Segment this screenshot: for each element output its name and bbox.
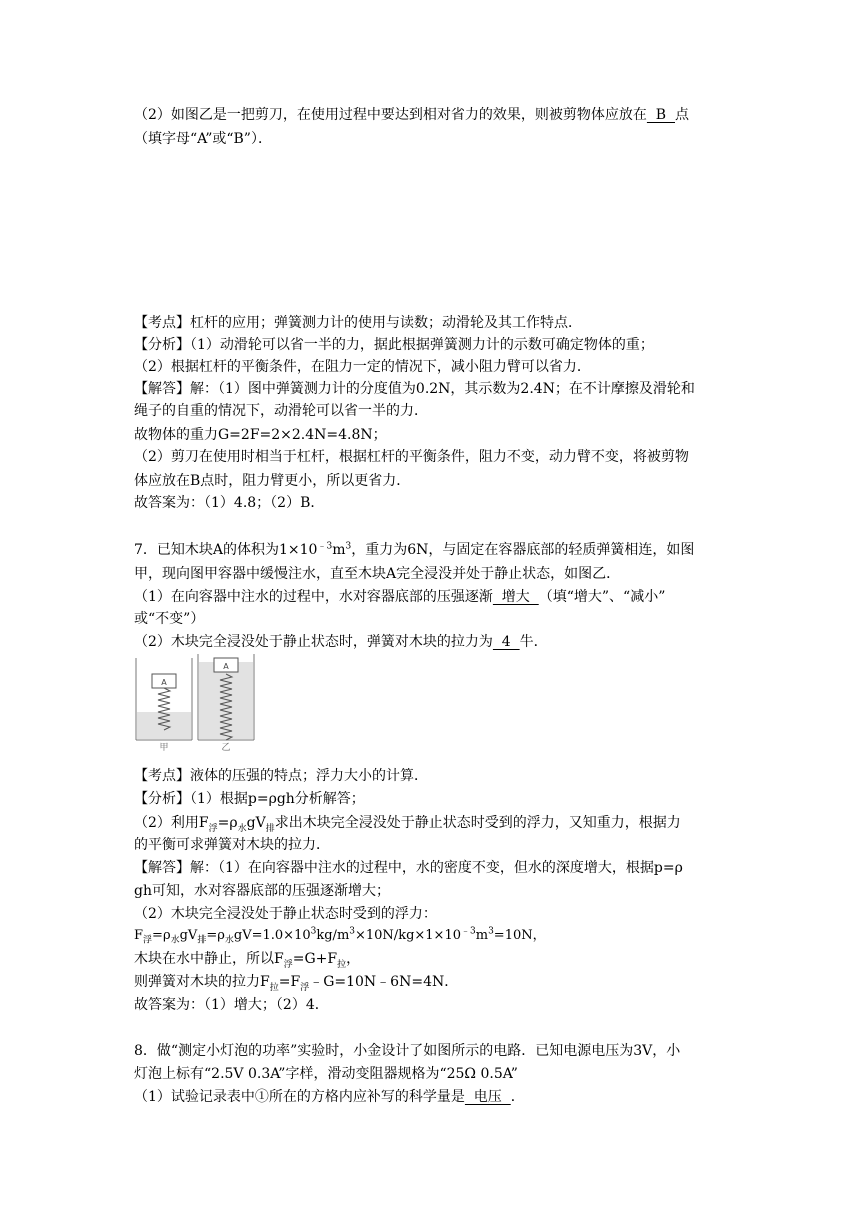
q6-jieda-line5: 体应放在B点时，阻力臂更小，所以更省力． bbox=[134, 473, 411, 489]
q8-part1-answer: 电压 bbox=[464, 1089, 511, 1105]
q8-part1-text: （1）试验记录表中①所在的方格内应补写的科学量是 bbox=[134, 1089, 465, 1105]
formula-sub-shui-2: 水 bbox=[224, 935, 234, 946]
q6-jieda-line2: 绳子的自重的情况下，动滑轮可以省一半的力． bbox=[134, 403, 428, 419]
q7-figure-containers bbox=[134, 652, 256, 752]
q6-part2-answer: B bbox=[646, 107, 675, 123]
fenxi-f: （2）利用F bbox=[134, 815, 209, 831]
formula-sub-shui-1: 水 bbox=[170, 935, 180, 946]
q8-part1-line bbox=[134, 1086, 525, 1108]
q7-fenxi-line1: 【分析】（1）根据p=ρgh分析解答； bbox=[134, 791, 365, 807]
jieda5-text: 木块在水中静止，所以F bbox=[134, 951, 284, 967]
formula-rho-1: =ρ bbox=[152, 928, 171, 943]
formula-gv: gV bbox=[179, 928, 198, 943]
formula-sup-4: 3 bbox=[488, 926, 494, 937]
q6-fenxi-line2: （2）根据杠杆的平衡条件，在阻力一定的情况下，减小阻力臂可以省力． bbox=[134, 359, 591, 375]
q6-answer: 故答案为：（1）4.8；（2）B． bbox=[134, 495, 325, 511]
q6-part2-text: （2）如图乙是一把剪刀，在使用过程中要达到相对省力的效果，则被剪物体应放在 bbox=[134, 107, 647, 123]
formula-density: gV=1.0×10 bbox=[233, 928, 311, 943]
jieda6-text: 则弹簧对木块的拉力F bbox=[134, 974, 270, 990]
q7-part2-answer: 4 bbox=[492, 634, 520, 650]
jieda6-end: ﹣G=10N﹣6N=4N． bbox=[309, 974, 459, 990]
jieda5-eq: =G+F bbox=[292, 951, 338, 967]
formula-sup-1: 3 bbox=[310, 926, 317, 937]
q7-stem-text-2: ，重力为6N，与固定在容器底部的轻质弹簧相连，如图 bbox=[351, 542, 695, 558]
formula-sub-fu: 浮 bbox=[143, 935, 153, 946]
jieda6-sub-fu: 浮 bbox=[300, 982, 310, 993]
q7-part1-line2: 或“不变”） bbox=[134, 611, 205, 627]
jieda5-sub-la: 拉 bbox=[337, 959, 347, 970]
q7-jieda-line6 bbox=[134, 971, 458, 993]
fenxi-rest: 求出木块完全浸没处于静止状态时受到的浮力，又知重力，根据力 bbox=[274, 815, 681, 831]
q7-fenxi-line3: 的平衡可求弹簧对木块的拉力． bbox=[134, 837, 330, 853]
fenxi-sub-fu: 浮 bbox=[208, 823, 218, 834]
q7-jieda-line1: 【解答】解：（1）在向容器中注水的过程中，水的密度不变，但水的深度增大，根据p=ρ bbox=[134, 860, 683, 876]
q7-jieda-line2: gh可知，水对容器底部的压强逐渐增大； bbox=[134, 883, 390, 899]
q7-stem-text: 7．已知木块A的体积为1×10 bbox=[134, 542, 318, 558]
fenxi-gv: gV bbox=[246, 815, 266, 831]
fenxi-sub-pai: 排 bbox=[265, 823, 275, 834]
block-a-label-jia: A bbox=[161, 678, 167, 687]
q6-part2-line1 bbox=[134, 104, 689, 126]
q7-jieda-line3: （2）木块完全浸没处于静止状态时受到的浮力： bbox=[134, 906, 437, 922]
q6-kaodian: 【考点】杠杆的应用；弹簧测力计的使用与读数；动滑轮及其工作特点． bbox=[134, 315, 582, 331]
jieda6-sub-la: 拉 bbox=[269, 982, 279, 993]
q7-part2-text-end: 牛． bbox=[519, 634, 548, 650]
q7-stem-exp: ﹣3 bbox=[317, 541, 333, 552]
figure-label-yi: 乙 bbox=[221, 743, 231, 752]
fenxi-rho: =ρ bbox=[217, 815, 238, 831]
figure-label-jia: 甲 bbox=[159, 743, 169, 752]
q7-part1-text: （1）在向容器中注水的过程中，水对容器底部的压强逐渐 bbox=[134, 589, 493, 605]
formula-unit: kg/m bbox=[316, 928, 350, 943]
q6-part2-line2: （填字母“A”或“B”）． bbox=[134, 131, 272, 147]
q7-jieda-line5 bbox=[134, 948, 360, 970]
jieda5-end: ， bbox=[346, 951, 361, 967]
formula-sup-3: ﹣3 bbox=[461, 926, 476, 937]
q6-jieda-line4: （2）剪刀在使用时相当于杠杆，根据杠杆的平衡条件，阻力不变，动力臂不变，将被剪物 bbox=[134, 449, 689, 465]
block-a-label-yi: A bbox=[223, 662, 229, 671]
q6-part2-text-end: 点 bbox=[675, 107, 689, 123]
q7-formula-line bbox=[134, 925, 546, 947]
formula-sub-pai: 排 bbox=[197, 935, 207, 946]
formula-result: =10N， bbox=[493, 928, 546, 943]
q6-jieda-line1: 【解答】解：（1）图中弹簧测力计的分度值为0.2N，其示数为2.4N；在不计摩擦及滑轮和 bbox=[134, 381, 695, 397]
q7-stem-line1 bbox=[134, 539, 694, 561]
q7-stem-unit-exp: 3 bbox=[345, 541, 352, 552]
q6-fenxi-line1: 【分析】（1）动滑轮可以省一半的力，据此根据弹簧测力计的示数可确定物体的重； bbox=[134, 337, 654, 353]
q7-answer: 故答案为：（1）增大；（2）4． bbox=[134, 997, 329, 1013]
q8-part1-text-end: ． bbox=[510, 1089, 525, 1105]
q7-stem-unit: m bbox=[332, 542, 346, 558]
jieda6-eq: =F bbox=[278, 974, 301, 990]
q7-stem-line2: 甲，现向图甲容器中缓慢注水，直至木块A完全浸没并处于静止状态，如图乙． bbox=[134, 566, 621, 582]
container-jia bbox=[136, 658, 192, 740]
fenxi-sub-shui: 水 bbox=[237, 823, 247, 834]
q7-part2-line bbox=[134, 631, 548, 653]
jieda5-sub-fu: 浮 bbox=[283, 959, 293, 970]
formula-m: m bbox=[475, 928, 489, 943]
formula-sup-2: 3 bbox=[349, 926, 355, 937]
formula-rho-2: =ρ bbox=[206, 928, 225, 943]
q7-part1-line1 bbox=[134, 586, 665, 608]
formula-g: ×10N/kg×1×10 bbox=[355, 928, 461, 943]
q7-fenxi-line2 bbox=[134, 812, 681, 834]
q7-part1-answer: 增大 bbox=[492, 589, 539, 605]
q7-part1-text-end: （填“增大”、“减小” bbox=[538, 589, 666, 605]
q8-stem-line1: 8．做“测定小灯泡的功率”实验时，小金设计了如图所示的电路．已知电源电压为3V，小 bbox=[134, 1043, 681, 1059]
q6-jieda-line3: 故物体的重力G=2F=2×2.4N=4.8N； bbox=[134, 427, 387, 443]
q7-part2-text: （2）木块完全浸没处于静止状态时，弹簧对木块的拉力为 bbox=[134, 634, 493, 650]
formula-f: F bbox=[134, 928, 144, 943]
q7-kaodian: 【考点】液体的压强的特点；浮力大小的计算． bbox=[134, 768, 428, 784]
q8-stem-line2: 灯泡上标有“2.5V 0.3A”字样，滑动变阻器规格为“25Ω 0.5A” bbox=[134, 1066, 518, 1082]
